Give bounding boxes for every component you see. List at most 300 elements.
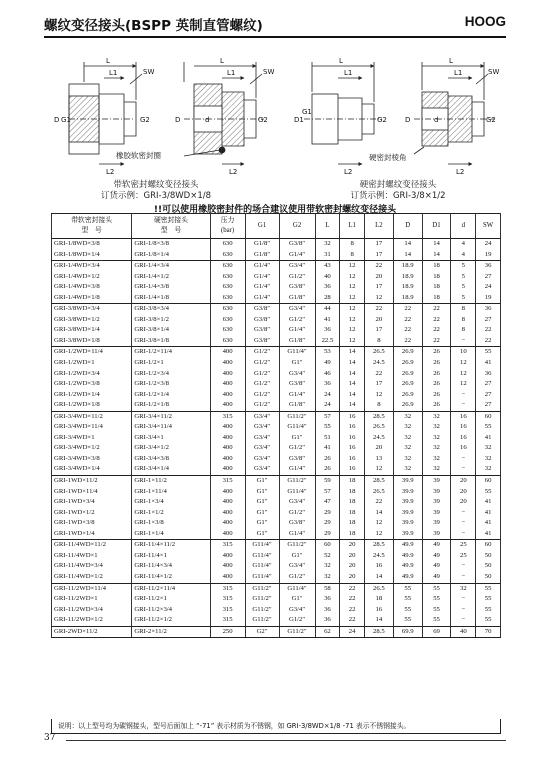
table-row xyxy=(52,518,501,529)
table-cell: − xyxy=(451,561,476,572)
table-cell: 49 xyxy=(422,561,451,572)
col-header: d xyxy=(451,214,476,239)
table-cell: 400 xyxy=(210,422,245,433)
table-cell: 8 xyxy=(451,304,476,315)
dim-L2-label-2: L2 xyxy=(229,168,238,176)
table-cell: 18.9 xyxy=(393,293,422,304)
soft-seal-section-view xyxy=(184,62,264,164)
table-cell: 22 xyxy=(476,336,501,347)
table-cell: 40 xyxy=(451,626,476,638)
table-cell: 20 xyxy=(451,487,476,498)
table-cell: 39 xyxy=(422,497,451,508)
table-cell: 49.9 xyxy=(393,540,422,551)
table-cell: 22 xyxy=(393,325,422,336)
table-cell: GRI-1×11/2 xyxy=(132,476,210,487)
table-cell: G1/4″ xyxy=(245,261,279,272)
table-cell: G11/2″ xyxy=(245,594,279,605)
table-cell: 32 xyxy=(422,433,451,444)
table-cell: 22 xyxy=(340,594,365,605)
table-cell: 22.5 xyxy=(315,336,340,347)
table-cell: 17 xyxy=(364,282,393,293)
page-title: 螺纹变径接头(BSPP 英制直管螺纹) xyxy=(44,18,263,34)
table-cell: 14 xyxy=(340,347,365,358)
table-cell: 26 xyxy=(422,379,451,390)
table-cell: 55 xyxy=(422,594,451,605)
table-cell: 400 xyxy=(210,369,245,380)
table-cell: GRI-2×11/2 xyxy=(132,626,210,638)
table-cell: 8 xyxy=(364,400,393,411)
table-cell: 28.5 xyxy=(364,540,393,551)
table-cell: 17 xyxy=(364,325,393,336)
table-cell: 13 xyxy=(364,454,393,465)
hard-seal-section-labels xyxy=(369,57,499,176)
table-cell: 22 xyxy=(364,369,393,380)
table-cell: 18.9 xyxy=(393,261,422,272)
table-cell: 27 xyxy=(476,379,501,390)
table-cell: G2″ xyxy=(245,626,279,638)
table-cell: 22 xyxy=(422,325,451,336)
table-cell: 17 xyxy=(364,379,393,390)
table-cell: 39 xyxy=(422,518,451,529)
table-cell: GRI-3/8×1/4 xyxy=(132,325,210,336)
table-cell: 315 xyxy=(210,594,245,605)
table-cell: 55 xyxy=(393,605,422,616)
table-cell: G1/2″ xyxy=(245,390,279,401)
table-cell: 8 xyxy=(451,315,476,326)
table-cell: 55 xyxy=(476,422,501,433)
table-cell: 20 xyxy=(364,443,393,454)
table-cell: 29 xyxy=(315,518,340,529)
table-cell: 27 xyxy=(476,400,501,411)
table-cell: GRI-1/2×1 xyxy=(132,358,210,369)
table-cell: 55 xyxy=(476,487,501,498)
table-cell: GRI-1WD×3/8 xyxy=(52,518,132,529)
table-row xyxy=(52,315,501,326)
table-cell: 22 xyxy=(393,315,422,326)
table-cell: 630 xyxy=(210,336,245,347)
table-cell: GRI-1/8×1/4 xyxy=(132,250,210,261)
table-cell: 18 xyxy=(340,487,365,498)
table-cell: GRI-3/8×1/2 xyxy=(132,315,210,326)
table-cell: 39.9 xyxy=(393,497,422,508)
table-cell: G1/2″ xyxy=(279,315,315,326)
table-cell: 49.9 xyxy=(393,561,422,572)
table-cell: 22 xyxy=(340,583,365,594)
table-cell: 8 xyxy=(340,250,365,261)
table-cell: 31 xyxy=(315,250,340,261)
table-cell: GRI-3/4×3/8 xyxy=(132,454,210,465)
table-cell: 60 xyxy=(476,540,501,551)
table-cell: 26.9 xyxy=(393,358,422,369)
table-cell: 39 xyxy=(422,508,451,519)
table-cell: 14 xyxy=(422,239,451,250)
table-cell: G3/4″ xyxy=(245,422,279,433)
dim-D1-label: D1 xyxy=(294,116,304,124)
table-cell: − xyxy=(451,594,476,605)
table-cell: 55 xyxy=(422,615,451,626)
col-header: G2 xyxy=(279,214,315,239)
table-cell: GRI-1/8WD×3/8 xyxy=(52,239,132,250)
header-rule xyxy=(44,36,506,38)
table-cell: G1″ xyxy=(245,508,279,519)
table-cell: 20 xyxy=(340,551,365,562)
col-header: G1 xyxy=(245,214,279,239)
table-cell: 250 xyxy=(210,626,245,638)
table-row xyxy=(52,605,501,616)
table-cell: 16 xyxy=(340,433,365,444)
table-row xyxy=(52,476,501,487)
table-cell: GRI-11/2×11/4 xyxy=(132,583,210,594)
table-cell: 26.5 xyxy=(364,487,393,498)
hard-seal-side-view xyxy=(304,62,382,164)
table-cell: 26.5 xyxy=(364,347,393,358)
table-cell: 32 xyxy=(422,464,451,475)
table-cell: 22 xyxy=(340,615,365,626)
table-cell: 26 xyxy=(315,454,340,465)
dim-SW-label: SW xyxy=(143,68,155,76)
table-cell: 41 xyxy=(476,508,501,519)
table-cell: 18.9 xyxy=(393,282,422,293)
table-cell: G11/2″ xyxy=(279,626,315,638)
table-cell: 41 xyxy=(476,358,501,369)
table-cell: 400 xyxy=(210,518,245,529)
table-cell: G3/8″ xyxy=(279,518,315,529)
dim-G2-label-2: G2 xyxy=(258,116,268,124)
table-cell: 22 xyxy=(422,315,451,326)
table-cell: GRI-3/4WD×11/2 xyxy=(52,411,132,422)
table-cell: 12 xyxy=(340,293,365,304)
table-cell: 10 xyxy=(451,347,476,358)
table-cell: 8 xyxy=(364,336,393,347)
table-cell: 55 xyxy=(315,422,340,433)
table-cell: 630 xyxy=(210,282,245,293)
table-cell: GRI-1WD×1/4 xyxy=(52,529,132,540)
hard-seal-callout: 硬密封棱角 xyxy=(369,153,407,162)
table-cell: G1″ xyxy=(279,358,315,369)
table-cell: G1/2″ xyxy=(245,358,279,369)
table-cell: 26.9 xyxy=(393,347,422,358)
table-cell: 41 xyxy=(476,529,501,540)
table-cell: 24 xyxy=(476,239,501,250)
table-cell: GRI-1/2×1/8 xyxy=(132,400,210,411)
table-cell: 36 xyxy=(315,594,340,605)
table-cell: 24.5 xyxy=(364,433,393,444)
table-cell: 40 xyxy=(315,272,340,283)
table-cell: 5 xyxy=(451,261,476,272)
table-row xyxy=(52,594,501,605)
dim-SW-label-2: SW xyxy=(263,68,275,76)
rubber-seal-callout: 橡胶软密封圈 xyxy=(116,151,161,160)
soft-seal-order-example: 订货示例：GRI-3/8WD×1/8 xyxy=(101,191,211,201)
table-cell: 4 xyxy=(451,250,476,261)
table-cell: GRI-1/2WD×1/8 xyxy=(52,400,132,411)
table-row xyxy=(52,626,501,638)
table-row xyxy=(52,369,501,380)
table-cell: 22 xyxy=(422,304,451,315)
table-cell: 28.5 xyxy=(364,626,393,638)
table-cell: 24.5 xyxy=(364,358,393,369)
table-cell: 41 xyxy=(476,433,501,444)
table-cell: G1/4″ xyxy=(279,390,315,401)
table-cell: 22 xyxy=(393,336,422,347)
spec-table xyxy=(51,213,501,638)
table-cell: G1″ xyxy=(245,487,279,498)
table-cell: 52 xyxy=(315,551,340,562)
table-cell: 26.5 xyxy=(364,583,393,594)
table-cell: GRI-3/8WD×1/2 xyxy=(52,315,132,326)
table-cell: G3/4″ xyxy=(279,605,315,616)
table-cell: 315 xyxy=(210,583,245,594)
col-header: D xyxy=(393,214,422,239)
table-row xyxy=(52,464,501,475)
table-cell: 17 xyxy=(364,250,393,261)
table-cell: 50 xyxy=(476,551,501,562)
table-cell: − xyxy=(451,615,476,626)
table-cell: 12 xyxy=(340,261,365,272)
table-cell: 16 xyxy=(340,443,365,454)
table-cell: 20 xyxy=(451,476,476,487)
table-cell: 22 xyxy=(340,605,365,616)
table-cell: GRI-3/4WD×1 xyxy=(52,433,132,444)
table-cell: 400 xyxy=(210,464,245,475)
table-cell: 630 xyxy=(210,315,245,326)
table-cell: 32 xyxy=(476,464,501,475)
table-cell: 59 xyxy=(315,476,340,487)
table-cell: 12 xyxy=(340,272,365,283)
table-cell: 41 xyxy=(315,443,340,454)
table-row xyxy=(52,454,501,465)
table-cell: G1″ xyxy=(245,529,279,540)
table-cell: GRI-1/2WD×1 xyxy=(52,358,132,369)
table-cell: GRI-11/4×1 xyxy=(132,551,210,562)
col-header: 压力 (bar) xyxy=(210,214,245,239)
table-row xyxy=(52,487,501,498)
table-cell: 16 xyxy=(451,411,476,422)
table-cell: 400 xyxy=(210,561,245,572)
table-cell: 16 xyxy=(340,422,365,433)
dim-G1-label-3: G1 xyxy=(302,108,312,116)
hard-seal-caption: 硬密封螺纹变径接头 xyxy=(359,180,437,190)
table-cell: G3/4″ xyxy=(245,454,279,465)
table-row xyxy=(52,400,501,411)
table-cell: G3/4″ xyxy=(245,411,279,422)
table-cell: 32 xyxy=(315,239,340,250)
table-cell: G11/2″ xyxy=(279,540,315,551)
table-cell: GRI-3/4×1/2 xyxy=(132,443,210,454)
table-cell: 22 xyxy=(422,336,451,347)
table-cell: GRI-3/4WD×1/2 xyxy=(52,443,132,454)
table-cell: 630 xyxy=(210,325,245,336)
table-cell: GRI-1WD×1/2 xyxy=(52,508,132,519)
table-cell: 36 xyxy=(476,304,501,315)
table-cell: G11/4″ xyxy=(245,572,279,583)
table-cell: 14 xyxy=(340,358,365,369)
table-cell: 18 xyxy=(340,508,365,519)
table-cell: G3/4″ xyxy=(279,304,315,315)
table-row xyxy=(52,293,501,304)
table-cell: GRI-1×3/8 xyxy=(132,518,210,529)
table-cell: GRI-1×11/4 xyxy=(132,487,210,498)
table-cell: G1″ xyxy=(279,433,315,444)
table-cell: 60 xyxy=(315,540,340,551)
table-cell: G1/2″ xyxy=(279,508,315,519)
table-cell: 18 xyxy=(364,594,393,605)
table-cell: GRI-3/4WD×11/4 xyxy=(52,422,132,433)
dim-SW-label-4: SW xyxy=(488,68,500,76)
hard-seal-order-example: 订货示例：GRI-3/8×1/2 xyxy=(350,191,446,201)
table-cell: 39 xyxy=(422,529,451,540)
table-cell: 36 xyxy=(315,282,340,293)
table-cell: 32 xyxy=(393,464,422,475)
soft-seal-side-view xyxy=(69,62,142,164)
table-cell: G11/4″ xyxy=(279,487,315,498)
table-cell: 60 xyxy=(476,411,501,422)
table-cell: G1/8″ xyxy=(279,293,315,304)
table-cell: 27 xyxy=(476,315,501,326)
table-cell: 14 xyxy=(393,250,422,261)
dim-D-label: D xyxy=(54,116,60,124)
table-cell: 32 xyxy=(315,572,340,583)
dim-L-label: L xyxy=(106,57,110,65)
table-row xyxy=(52,443,501,454)
table-cell: 55 xyxy=(393,583,422,594)
table-cell: 25 xyxy=(451,540,476,551)
table-cell: 20 xyxy=(451,497,476,508)
table-row xyxy=(52,583,501,594)
table-row xyxy=(52,529,501,540)
table-cell: 630 xyxy=(210,272,245,283)
table-cell: 26 xyxy=(422,400,451,411)
table-cell: 14 xyxy=(422,250,451,261)
table-cell: 16 xyxy=(451,422,476,433)
table-cell: 315 xyxy=(210,476,245,487)
table-cell: 18 xyxy=(422,272,451,283)
table-cell: 12 xyxy=(451,379,476,390)
table-cell: G1/4″ xyxy=(279,250,315,261)
table-cell: 14 xyxy=(340,369,365,380)
dim-d-label-4: d xyxy=(434,116,439,124)
col-header: L2 xyxy=(364,214,393,239)
table-cell: 49 xyxy=(422,572,451,583)
table-cell: 22 xyxy=(364,304,393,315)
table-cell: 630 xyxy=(210,250,245,261)
table-cell: 16 xyxy=(451,443,476,454)
dim-L2-label-3: L2 xyxy=(344,168,353,176)
col-header: L xyxy=(315,214,340,239)
table-row xyxy=(52,325,501,336)
table-cell: G3/8″ xyxy=(245,304,279,315)
col-header: D1 xyxy=(422,214,451,239)
table-cell: G11/4″ xyxy=(245,551,279,562)
table-cell: 400 xyxy=(210,443,245,454)
dim-G2-label-3: G2 xyxy=(377,116,387,124)
table-cell: 55 xyxy=(476,583,501,594)
table-cell: 18.9 xyxy=(393,272,422,283)
table-cell: 16 xyxy=(340,454,365,465)
table-cell: 20 xyxy=(364,272,393,283)
table-cell: GRI-1/2×3/8 xyxy=(132,379,210,390)
table-cell: 27 xyxy=(476,272,501,283)
table-cell: 32 xyxy=(393,443,422,454)
table-cell: G1/4″ xyxy=(245,272,279,283)
table-cell: 62 xyxy=(315,626,340,638)
table-cell: G1/2″ xyxy=(279,572,315,583)
table-cell: G1/2″ xyxy=(245,400,279,411)
table-cell: GRI-11/4WD×1 xyxy=(52,551,132,562)
table-cell: GRI-3/4WD×1/4 xyxy=(52,464,132,475)
table-cell: 50 xyxy=(476,561,501,572)
table-cell: − xyxy=(451,605,476,616)
table-cell: 55 xyxy=(476,605,501,616)
table-cell: GRI-3/8WD×3/4 xyxy=(52,304,132,315)
table-cell: 32 xyxy=(393,411,422,422)
table-cell: 57 xyxy=(315,411,340,422)
table-cell: 315 xyxy=(210,540,245,551)
table-cell: 39 xyxy=(422,487,451,498)
table-cell: G11/4″ xyxy=(279,422,315,433)
table-cell: G1/4″ xyxy=(245,282,279,293)
table-cell: 400 xyxy=(210,347,245,358)
table-cell: GRI-1/2WD×3/8 xyxy=(52,379,132,390)
table-cell: GRI-11/2×1 xyxy=(132,594,210,605)
table-cell: 20 xyxy=(340,572,365,583)
table-cell: − xyxy=(451,518,476,529)
table-cell: 55 xyxy=(476,347,501,358)
table-cell: G3/4″ xyxy=(279,369,315,380)
table-cell: 53 xyxy=(315,347,340,358)
dim-G2-label: G2 xyxy=(140,116,150,124)
table-cell: G1/2″ xyxy=(245,379,279,390)
table-row xyxy=(52,540,501,551)
table-row xyxy=(52,336,501,347)
table-cell: 12 xyxy=(364,464,393,475)
table-cell: 49.9 xyxy=(393,551,422,562)
table-cell: 12 xyxy=(340,304,365,315)
table-cell: G1/4″ xyxy=(279,464,315,475)
table-cell: GRI-1/2×1/4 xyxy=(132,390,210,401)
table-cell: GRI-1/2×11/4 xyxy=(132,347,210,358)
table-cell: G3/8″ xyxy=(279,454,315,465)
table-cell: 12 xyxy=(364,390,393,401)
table-cell: G3/4″ xyxy=(279,561,315,572)
table-row xyxy=(52,261,501,272)
table-cell: GRI-11/2WD×1/2 xyxy=(52,615,132,626)
table-cell: 69.9 xyxy=(393,626,422,638)
table-cell: − xyxy=(451,336,476,347)
table-cell: GRI-1×1/4 xyxy=(132,529,210,540)
table-cell: 39 xyxy=(422,476,451,487)
table-cell: GRI-3/4×1/4 xyxy=(132,464,210,475)
table-cell: G11/2″ xyxy=(279,476,315,487)
table-cell: G3/8″ xyxy=(245,315,279,326)
dim-L-label-2: L xyxy=(220,57,224,65)
table-cell: 29 xyxy=(315,508,340,519)
table-cell: 18 xyxy=(340,529,365,540)
page-header xyxy=(44,12,506,34)
table-cell: 14 xyxy=(364,572,393,583)
table-cell: 4 xyxy=(451,239,476,250)
table-cell: 32 xyxy=(422,422,451,433)
table-cell: 32 xyxy=(451,583,476,594)
table-row xyxy=(52,422,501,433)
table-cell: GRI-3/8WD×1/4 xyxy=(52,325,132,336)
table-cell: 55 xyxy=(393,615,422,626)
table-cell: 39.9 xyxy=(393,518,422,529)
table-cell: GRI-1/4WD×3/8 xyxy=(52,282,132,293)
table-cell: GRI-1×1/2 xyxy=(132,508,210,519)
table-cell: 49.9 xyxy=(393,572,422,583)
table-cell: 29 xyxy=(315,529,340,540)
